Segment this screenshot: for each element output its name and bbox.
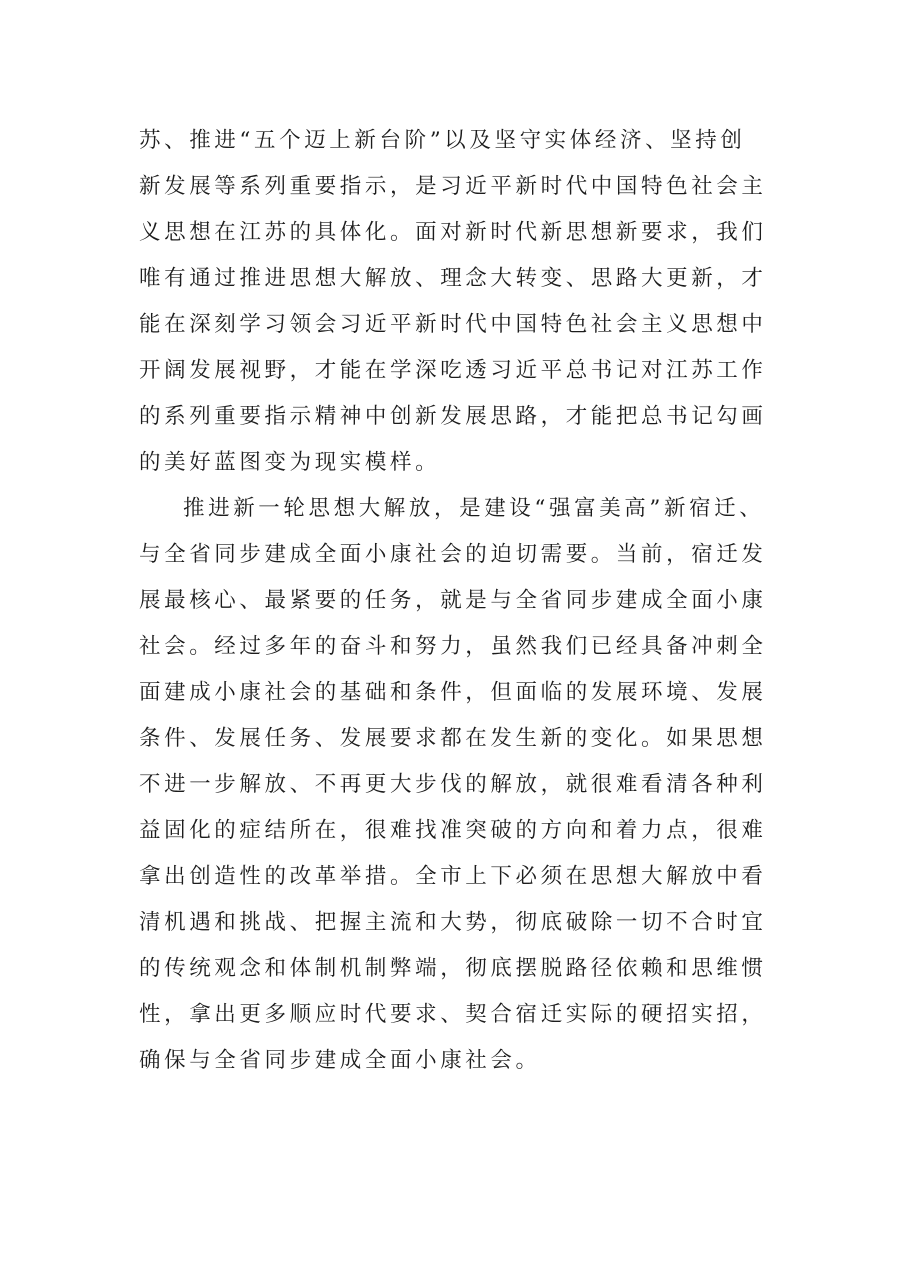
text-line: 与全省同步建成全面小康社会的迫切需要。当前，宿迁发 [139, 542, 767, 567]
text-line: 拿出创造性的改革举措。全市上下必须在思想大解放中看 [139, 864, 767, 889]
text-line: 清机遇和挑战、把握主流和大势，彻底破除一切不合时宜 [139, 910, 767, 935]
text-line: 的传统观念和体制机制弊端，彻底摆脱路径依赖和思维惯 [139, 956, 767, 981]
text-line: 能在深刻学习领会习近平新时代中国特色社会主义思想中 [139, 312, 767, 337]
text-line: 唯有通过推进思想大解放、理念大转变、思路大更新，才 [139, 266, 767, 291]
text-line: 的系列重要指示精神中创新发展思路，才能把总书记勾画 [139, 404, 767, 429]
text-line: 推进新一轮思想大解放，是建设“强富美高”新宿迁、 [183, 496, 765, 521]
text-line: 不进一步解放、不再更大步伐的解放，就很难看清各种利 [139, 772, 767, 797]
text-line: 义思想在江苏的具体化。面对新时代新思想新要求，我们 [139, 220, 767, 245]
text-line: 新发展等系列重要指示，是习近平新时代中国特色社会主 [139, 174, 767, 199]
text-line: 展最核心、最紧要的任务，就是与全省同步建成全面小康 [139, 588, 767, 613]
text-line: 的美好蓝图变为现实模样。 [139, 450, 441, 475]
text-line: 开阔发展视野，才能在学深吃透习近平总书记对江苏工作 [139, 358, 767, 383]
text-line: 确保与全省同步建成全面小康社会。 [139, 1048, 541, 1073]
text-line: 性，拿出更多顺应时代要求、契合宿迁实际的硬招实招， [139, 1002, 767, 1027]
text-line: 条件、发展任务、发展要求都在发生新的变化。如果思想 [139, 726, 767, 751]
text-line: 苏、推进“五个迈上新台阶”以及坚守实体经济、坚持创 [139, 128, 746, 153]
text-line: 社会。经过多年的奋斗和努力，虽然我们已经具备冲刺全 [139, 634, 767, 659]
text-line: 面建成小康社会的基础和条件，但面临的发展环境、发展 [139, 680, 767, 705]
text-line: 益固化的症结所在，很难找准突破的方向和着力点，很难 [139, 818, 767, 843]
